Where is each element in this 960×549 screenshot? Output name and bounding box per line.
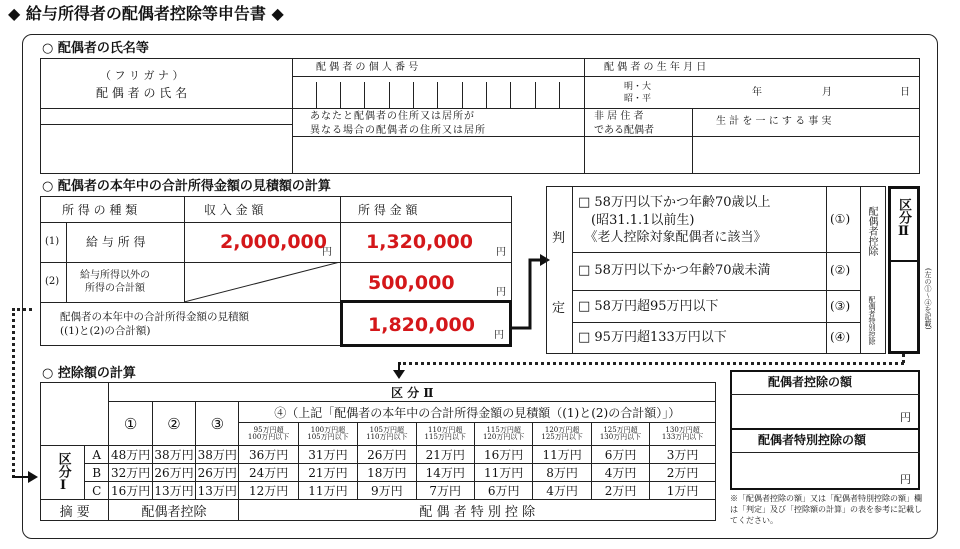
range-2: 100万円超 105万円以下: [298, 423, 357, 446]
cell: 11万円: [298, 482, 357, 500]
birthdate-label: 配 偶 者 の 生 年 月 日: [604, 62, 707, 73]
month-label: 月: [822, 87, 832, 98]
cell: 8万円: [533, 464, 591, 482]
cell: 21万円: [416, 446, 474, 464]
row2-no: (2): [45, 276, 60, 287]
era-label: 明・大 昭・平: [624, 82, 652, 104]
col-4-header: ④（上記「配偶者の本年中の合計所得金額の見積額（(1)と(2)の合計額）」）: [239, 402, 716, 423]
yen-2: 円: [496, 287, 506, 298]
judge-option-3[interactable]: □ 58万円超95万円以下: [578, 299, 719, 314]
arrow-down: [392, 362, 406, 380]
cell: 3万円: [650, 446, 716, 464]
cell: 38万円: [196, 446, 239, 464]
address-field[interactable]: [292, 136, 584, 174]
row-label-b: B: [84, 464, 109, 482]
judge-option-1[interactable]: □ 58万円以下かつ年齢70歳以上 (昭31.1.1以前生) 《老人控除対象配偶者に該当》: [578, 195, 771, 246]
total-amount-value[interactable]: 1,820,000: [368, 314, 475, 336]
col-income-amount: 収 入 金 額: [204, 203, 264, 217]
sec3-heading: ○ 控除額の計算: [42, 366, 136, 381]
cell: 18万円: [358, 464, 416, 482]
judge-option-4-no: (④): [830, 330, 851, 344]
cell: 6万円: [591, 446, 649, 464]
cell: 31万円: [298, 446, 357, 464]
cell: 2万円: [591, 482, 649, 500]
kubun2-header: 区 分 Ⅱ: [109, 383, 716, 402]
judge-side-special: 配偶者特別控除: [868, 296, 876, 345]
judge-option-3-no: (③): [830, 299, 851, 313]
nonresident-label: 非 居 住 者 である配偶者: [594, 111, 654, 136]
yen-1b: 円: [496, 247, 506, 258]
cell: 38万円: [152, 446, 195, 464]
cell: 11万円: [533, 446, 591, 464]
furigana-label: （ フ リ ガ ナ ）: [100, 69, 184, 82]
special-deduction-label: 配 偶 者 特 別 控 除: [239, 500, 716, 521]
cell: 4万円: [533, 482, 591, 500]
range-8: 130万円超 133万円以下: [650, 423, 716, 446]
mynumber-label: 配 偶 者 の 個 人 番 号: [316, 62, 419, 73]
col-3: ③: [196, 402, 239, 446]
livelihood-label: 生 計 を 一 に す る 事 実: [716, 116, 832, 127]
summary-label: 摘 要: [41, 500, 109, 521]
col-2: ②: [152, 402, 195, 446]
row1-no: (1): [45, 236, 60, 247]
cell: 26万円: [152, 464, 195, 482]
judge-label-1: 判: [552, 231, 566, 246]
cell: 7万円: [416, 482, 474, 500]
cell: 16万円: [474, 446, 532, 464]
range-6: 120万円超 125万円以下: [533, 423, 591, 446]
yen-3: 円: [494, 330, 504, 341]
row-c: [41, 482, 716, 500]
cell: 4万円: [591, 464, 649, 482]
other-income-value[interactable]: 500,000: [368, 272, 455, 294]
cell: 13万円: [196, 482, 239, 500]
judge-option-2[interactable]: □ 58万円以下かつ年齢70歳未満: [578, 263, 771, 278]
deduction-amount-label: 配偶者控除の額: [768, 375, 853, 389]
sec2-heading: ○ 配偶者の本年中の合計所得金額の見積額の計算: [42, 179, 331, 194]
cell: 11万円: [474, 464, 532, 482]
salary-income-value[interactable]: 2,000,000: [220, 231, 327, 253]
yen-1a: 円: [322, 247, 332, 258]
arrow-right-left: [12, 470, 40, 484]
row-a: [41, 446, 716, 464]
cell: 24万円: [239, 464, 298, 482]
row-label-a: A: [84, 446, 109, 464]
cell: 9万円: [358, 482, 416, 500]
row2-label: 給与所得以外の 所得の合計額: [80, 270, 150, 294]
range-4: 110万円超 115万円以下: [416, 423, 474, 446]
range-1: 95万円超 100万円以下: [239, 423, 298, 446]
row1-label: 給 与 所 得: [86, 235, 146, 249]
judge-option-2-no: (②): [830, 263, 851, 277]
cell: 6万円: [474, 482, 532, 500]
range-5: 115万円超 120万円以下: [474, 423, 532, 446]
cell: 16万円: [109, 482, 152, 500]
total-label: 配偶者の本年中の合計所得金額の見積額 ((1)と(2)の合計額): [60, 311, 249, 338]
col-income-type: 所 得 の 種 類: [62, 203, 138, 217]
sec1-heading: ○ 配偶者の氏名等: [42, 41, 149, 56]
cell: 1万円: [650, 482, 716, 500]
cell: 48万円: [109, 446, 152, 464]
dotted-connector: [398, 362, 904, 365]
spouse-deduction-label: 配偶者控除: [109, 500, 239, 521]
dotted-left: [12, 308, 15, 478]
diagonal-strike: [184, 262, 340, 302]
judge-option-4[interactable]: □ 95万円超133万円以下: [578, 330, 727, 345]
cell: 32万円: [109, 464, 152, 482]
deduction-yen: 円: [900, 411, 911, 424]
cell: 26万円: [196, 464, 239, 482]
cell: 36万円: [239, 446, 298, 464]
range-7: 125万円超 130万円以下: [591, 423, 649, 446]
cell: 26万円: [358, 446, 416, 464]
col-income-total: 所 得 金 額: [358, 203, 418, 217]
day-label: 日: [900, 87, 910, 98]
mynumber-digit-boxes[interactable]: [292, 76, 584, 108]
cell: 14万円: [416, 464, 474, 482]
special-yen: 円: [900, 473, 911, 486]
col-1: ①: [109, 402, 152, 446]
row-b: [41, 464, 716, 482]
special-amount-label: 配偶者特別控除の額: [758, 433, 867, 447]
result-note: ※「配偶者控除の額」又は「配偶者特別控除の額」欄は「判定」及び「控除額の計算」の表を参考に記載してください。: [730, 494, 922, 525]
cell: 13万円: [152, 482, 195, 500]
cell: 2万円: [650, 464, 716, 482]
form-title: ◆ 給与所得者の配偶者控除等申告書 ◆: [8, 4, 284, 23]
arrow-to-judge: [510, 252, 550, 332]
kubun2-label: 区分Ⅱ: [896, 198, 911, 239]
judge-side-spouse: 配偶者控除: [866, 206, 877, 256]
kubun2-note: (左の①～④を記載): [924, 268, 932, 330]
spouse-name-field[interactable]: [40, 124, 292, 174]
deduction-table: [40, 382, 716, 521]
cell: 21万円: [298, 464, 357, 482]
range-3: 105万円超 110万円以下: [358, 423, 416, 446]
salary-amount-value[interactable]: 1,320,000: [366, 231, 473, 253]
row-label-c: C: [84, 482, 109, 500]
judge-option-1-no: (①): [830, 212, 851, 226]
year-label: 年: [752, 87, 762, 98]
spouse-name-label: 配 偶 者 の 氏 名: [96, 86, 188, 100]
judge-label-2: 定: [552, 301, 566, 316]
address-label: あなたと配偶者の住所又は居所が 異なる場合の配偶者の住所又は居所: [310, 111, 486, 136]
kubun1-label: 区分Ⅰ: [41, 446, 85, 500]
cell: 12万円: [239, 482, 298, 500]
